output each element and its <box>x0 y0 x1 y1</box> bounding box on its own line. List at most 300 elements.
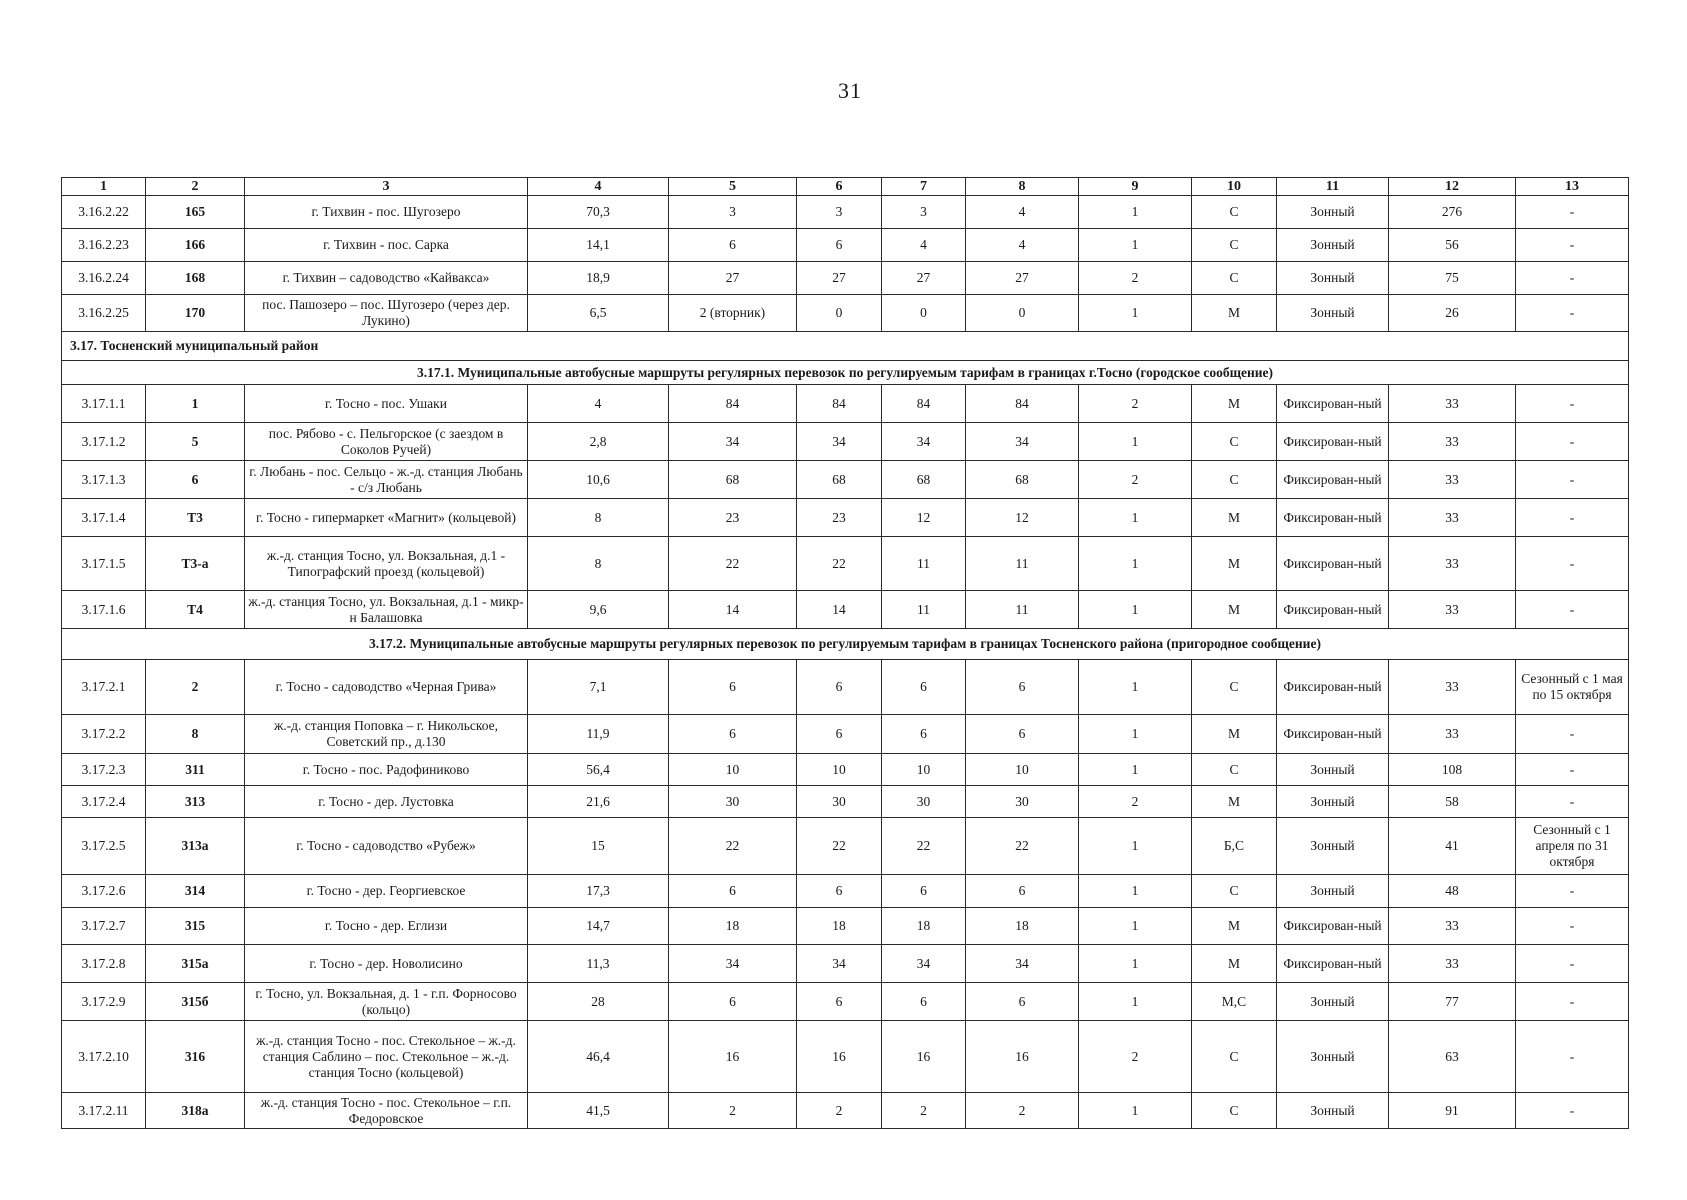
vehicles-count-cell: 1 <box>1079 945 1192 983</box>
trips-col6-cell: 68 <box>797 461 882 499</box>
trips-col8-cell: 16 <box>966 1021 1079 1093</box>
season-note-cell: - <box>1516 875 1629 908</box>
bus-class-cell: С <box>1192 423 1277 461</box>
trips-col7-cell: 0 <box>882 295 966 332</box>
season-note-cell: Сезонный с 1 мая по 15 октября <box>1516 660 1629 715</box>
route-name-cell: пос. Пашозеро – пос. Шугозеро (через дер. Лукино) <box>245 295 528 332</box>
bus-class-cell: С <box>1192 196 1277 229</box>
route-name-cell: г. Тосно - садоводство «Рубеж» <box>245 818 528 875</box>
bus-class-cell: Б,С <box>1192 818 1277 875</box>
subsection-row <box>62 629 1629 660</box>
column-header: 8 <box>966 178 1079 196</box>
fare-cell: 33 <box>1389 591 1516 629</box>
tariff-type-cell: Зонный <box>1277 295 1389 332</box>
trips-col6-cell: 3 <box>797 196 882 229</box>
tariff-type-cell: Фиксирован-ный <box>1277 591 1389 629</box>
vehicles-count-cell: 1 <box>1079 229 1192 262</box>
trips-col8-cell: 22 <box>966 818 1079 875</box>
trips-col6-cell: 6 <box>797 983 882 1021</box>
bus-class-cell: С <box>1192 262 1277 295</box>
season-note-cell: - <box>1516 945 1629 983</box>
table-row <box>62 229 1629 262</box>
section-title: 3.17. Тосненский муниципальный район <box>62 332 1629 361</box>
fare-cell: 33 <box>1389 461 1516 499</box>
fare-cell: 41 <box>1389 818 1516 875</box>
table-header <box>62 178 1629 196</box>
route-length-cell: 21,6 <box>528 786 669 818</box>
fare-cell: 26 <box>1389 295 1516 332</box>
bus-class-cell: М,С <box>1192 983 1277 1021</box>
route-number-cell: Т4 <box>146 591 245 629</box>
trips-count-cell: 6 <box>669 660 797 715</box>
route-code-cell: 3.17.2.3 <box>62 754 146 786</box>
season-note-cell: - <box>1516 229 1629 262</box>
season-note-cell: - <box>1516 461 1629 499</box>
tariff-type-cell: Зонный <box>1277 1093 1389 1129</box>
trips-count-cell: 27 <box>669 262 797 295</box>
trips-count-cell: 34 <box>669 423 797 461</box>
bus-class-cell: М <box>1192 295 1277 332</box>
route-number-cell: 5 <box>146 423 245 461</box>
bus-class-cell: С <box>1192 1021 1277 1093</box>
season-note-cell: - <box>1516 1093 1629 1129</box>
trips-col6-cell: 6 <box>797 229 882 262</box>
trips-col7-cell: 2 <box>882 1093 966 1129</box>
trips-count-cell: 3 <box>669 196 797 229</box>
tariff-type-cell: Зонный <box>1277 875 1389 908</box>
trips-col8-cell: 0 <box>966 295 1079 332</box>
trips-col8-cell: 11 <box>966 591 1079 629</box>
route-name-cell: г. Тосно - дер. Еглизи <box>245 908 528 945</box>
trips-col6-cell: 6 <box>797 715 882 754</box>
route-number-cell: 311 <box>146 754 245 786</box>
route-name-cell: г. Тосно, ул. Вокзальная, д. 1 - г.п. Форносово (кольцо) <box>245 983 528 1021</box>
tariff-type-cell: Фиксирован-ный <box>1277 945 1389 983</box>
column-header: 3 <box>245 178 528 196</box>
route-name-cell: ж.-д. станция Поповка – г. Никольское, Советский пр., д.130 <box>245 715 528 754</box>
table-row <box>62 423 1629 461</box>
route-length-cell: 46,4 <box>528 1021 669 1093</box>
vehicles-count-cell: 2 <box>1079 385 1192 423</box>
vehicles-count-cell: 1 <box>1079 715 1192 754</box>
trips-col7-cell: 27 <box>882 262 966 295</box>
trips-count-cell: 23 <box>669 499 797 537</box>
trips-col8-cell: 4 <box>966 196 1079 229</box>
bus-class-cell: С <box>1192 660 1277 715</box>
trips-count-cell: 10 <box>669 754 797 786</box>
tariff-type-cell: Фиксирован-ный <box>1277 423 1389 461</box>
season-note-cell: Сезонный с 1 апреля по 31 октября <box>1516 818 1629 875</box>
trips-col8-cell: 84 <box>966 385 1079 423</box>
trips-count-cell: 22 <box>669 537 797 591</box>
route-code-cell: 3.16.2.25 <box>62 295 146 332</box>
fare-cell: 33 <box>1389 537 1516 591</box>
bus-class-cell: С <box>1192 754 1277 786</box>
subsection-row <box>62 361 1629 385</box>
route-code-cell: 3.17.2.9 <box>62 983 146 1021</box>
column-header: 1 <box>62 178 146 196</box>
route-number-cell: 1 <box>146 385 245 423</box>
vehicles-count-cell: 1 <box>1079 1093 1192 1129</box>
trips-col6-cell: 0 <box>797 295 882 332</box>
route-code-cell: 3.16.2.24 <box>62 262 146 295</box>
trips-col7-cell: 10 <box>882 754 966 786</box>
route-number-cell: 313 <box>146 786 245 818</box>
trips-col7-cell: 30 <box>882 786 966 818</box>
route-code-cell: 3.17.1.2 <box>62 423 146 461</box>
vehicles-count-cell: 1 <box>1079 875 1192 908</box>
trips-count-cell: 6 <box>669 983 797 1021</box>
fare-cell: 33 <box>1389 945 1516 983</box>
route-length-cell: 2,8 <box>528 423 669 461</box>
tariff-type-cell: Зонный <box>1277 229 1389 262</box>
season-note-cell: - <box>1516 262 1629 295</box>
trips-col8-cell: 10 <box>966 754 1079 786</box>
trips-count-cell: 84 <box>669 385 797 423</box>
subsection-title: 3.17.1. Муниципальные автобусные маршруты регулярных перевозок по регулируемым тарифам в границах г.Тосно (городское сообщение) <box>62 361 1629 385</box>
tariff-type-cell: Фиксирован-ный <box>1277 461 1389 499</box>
season-note-cell: - <box>1516 983 1629 1021</box>
route-name-cell: г. Тихвин - пос. Шугозеро <box>245 196 528 229</box>
fare-cell: 77 <box>1389 983 1516 1021</box>
page-number: 31 <box>838 78 862 103</box>
season-note-cell: - <box>1516 591 1629 629</box>
table-body <box>62 196 1629 1129</box>
vehicles-count-cell: 1 <box>1079 818 1192 875</box>
route-code-cell: 3.17.2.8 <box>62 945 146 983</box>
column-header: 6 <box>797 178 882 196</box>
table-row <box>62 385 1629 423</box>
table-row <box>62 499 1629 537</box>
trips-count-cell: 6 <box>669 229 797 262</box>
column-header: 10 <box>1192 178 1277 196</box>
subsection-title: 3.17.2. Муниципальные автобусные маршруты регулярных перевозок по регулируемым тарифам в границах Тосненского района (пригородное сообщение) <box>62 629 1629 660</box>
fare-cell: 91 <box>1389 1093 1516 1129</box>
route-length-cell: 18,9 <box>528 262 669 295</box>
route-length-cell: 4 <box>528 385 669 423</box>
vehicles-count-cell: 1 <box>1079 591 1192 629</box>
route-code-cell: 3.17.2.4 <box>62 786 146 818</box>
route-number-cell: 166 <box>146 229 245 262</box>
route-length-cell: 56,4 <box>528 754 669 786</box>
table-row <box>62 295 1629 332</box>
trips-count-cell: 34 <box>669 945 797 983</box>
vehicles-count-cell: 1 <box>1079 660 1192 715</box>
table-row <box>62 591 1629 629</box>
trips-col8-cell: 12 <box>966 499 1079 537</box>
fare-cell: 108 <box>1389 754 1516 786</box>
column-header: 9 <box>1079 178 1192 196</box>
trips-col7-cell: 12 <box>882 499 966 537</box>
route-number-cell: 315 <box>146 908 245 945</box>
trips-col8-cell: 34 <box>966 423 1079 461</box>
fare-cell: 48 <box>1389 875 1516 908</box>
bus-class-cell: М <box>1192 908 1277 945</box>
vehicles-count-cell: 1 <box>1079 423 1192 461</box>
trips-col6-cell: 22 <box>797 537 882 591</box>
route-number-cell: Т3-а <box>146 537 245 591</box>
season-note-cell: - <box>1516 786 1629 818</box>
fare-cell: 33 <box>1389 908 1516 945</box>
fare-cell: 33 <box>1389 715 1516 754</box>
route-number-cell: 316 <box>146 1021 245 1093</box>
trips-count-cell: 30 <box>669 786 797 818</box>
route-name-cell: г. Тосно - дер. Георгиевское <box>245 875 528 908</box>
trips-col7-cell: 11 <box>882 537 966 591</box>
trips-col8-cell: 68 <box>966 461 1079 499</box>
route-name-cell: г. Тосно - пос. Радофиниково <box>245 754 528 786</box>
tariff-type-cell: Фиксирован-ный <box>1277 385 1389 423</box>
vehicles-count-cell: 1 <box>1079 196 1192 229</box>
trips-col8-cell: 4 <box>966 229 1079 262</box>
fare-cell: 33 <box>1389 385 1516 423</box>
fare-cell: 56 <box>1389 229 1516 262</box>
tariff-type-cell: Зонный <box>1277 786 1389 818</box>
route-name-cell: г. Тихвин – садоводство «Кайвакса» <box>245 262 528 295</box>
route-length-cell: 8 <box>528 537 669 591</box>
tariff-type-cell: Зонный <box>1277 818 1389 875</box>
route-name-cell: г. Тихвин - пос. Сарка <box>245 229 528 262</box>
route-length-cell: 11,3 <box>528 945 669 983</box>
trips-count-cell: 6 <box>669 715 797 754</box>
season-note-cell: - <box>1516 754 1629 786</box>
route-code-cell: 3.17.1.1 <box>62 385 146 423</box>
route-name-cell: ж.-д. станция Тосно, ул. Вокзальная, д.1 - Типографский проезд (кольцевой) <box>245 537 528 591</box>
fare-cell: 33 <box>1389 499 1516 537</box>
route-name-cell: ж.-д. станция Тосно, ул. Вокзальная, д.1 - микр-н Балашовка <box>245 591 528 629</box>
trips-col7-cell: 4 <box>882 229 966 262</box>
vehicles-count-cell: 1 <box>1079 908 1192 945</box>
trips-col7-cell: 68 <box>882 461 966 499</box>
route-number-cell: 313а <box>146 818 245 875</box>
season-note-cell: - <box>1516 295 1629 332</box>
vehicles-count-cell: 1 <box>1079 983 1192 1021</box>
bus-class-cell: С <box>1192 1093 1277 1129</box>
route-number-cell: 2 <box>146 660 245 715</box>
fare-cell: 33 <box>1389 660 1516 715</box>
trips-col7-cell: 3 <box>882 196 966 229</box>
route-number-cell: 168 <box>146 262 245 295</box>
bus-class-cell: С <box>1192 875 1277 908</box>
trips-col7-cell: 34 <box>882 945 966 983</box>
table-row <box>62 983 1629 1021</box>
trips-col7-cell: 6 <box>882 715 966 754</box>
bus-class-cell: С <box>1192 461 1277 499</box>
route-number-cell: 315б <box>146 983 245 1021</box>
route-code-cell: 3.17.1.5 <box>62 537 146 591</box>
column-header: 13 <box>1516 178 1629 196</box>
trips-col6-cell: 14 <box>797 591 882 629</box>
route-code-cell: 3.17.2.1 <box>62 660 146 715</box>
trips-col7-cell: 6 <box>882 660 966 715</box>
bus-class-cell: М <box>1192 591 1277 629</box>
tariff-type-cell: Фиксирован-ный <box>1277 499 1389 537</box>
route-number-cell: Т3 <box>146 499 245 537</box>
trips-col7-cell: 6 <box>882 983 966 1021</box>
section-row <box>62 332 1629 361</box>
table-row <box>62 537 1629 591</box>
season-note-cell: - <box>1516 196 1629 229</box>
trips-count-cell: 68 <box>669 461 797 499</box>
trips-col7-cell: 34 <box>882 423 966 461</box>
trips-count-cell: 22 <box>669 818 797 875</box>
bus-class-cell: М <box>1192 385 1277 423</box>
column-header: 11 <box>1277 178 1389 196</box>
trips-col7-cell: 18 <box>882 908 966 945</box>
route-length-cell: 70,3 <box>528 196 669 229</box>
trips-col8-cell: 34 <box>966 945 1079 983</box>
bus-class-cell: М <box>1192 499 1277 537</box>
route-length-cell: 10,6 <box>528 461 669 499</box>
tariff-type-cell: Фиксирован-ный <box>1277 660 1389 715</box>
route-name-cell: г. Тосно - дер. Новолисино <box>245 945 528 983</box>
route-length-cell: 14,7 <box>528 908 669 945</box>
column-header: 5 <box>669 178 797 196</box>
trips-col8-cell: 2 <box>966 1093 1079 1129</box>
vehicles-count-cell: 1 <box>1079 295 1192 332</box>
trips-col8-cell: 6 <box>966 660 1079 715</box>
trips-col7-cell: 22 <box>882 818 966 875</box>
trips-col8-cell: 6 <box>966 875 1079 908</box>
trips-col6-cell: 22 <box>797 818 882 875</box>
table-row <box>62 1021 1629 1093</box>
route-length-cell: 17,3 <box>528 875 669 908</box>
season-note-cell: - <box>1516 423 1629 461</box>
trips-col6-cell: 6 <box>797 875 882 908</box>
trips-col8-cell: 11 <box>966 537 1079 591</box>
route-number-cell: 170 <box>146 295 245 332</box>
table-row <box>62 945 1629 983</box>
vehicles-count-cell: 1 <box>1079 499 1192 537</box>
trips-col6-cell: 10 <box>797 754 882 786</box>
trips-col6-cell: 23 <box>797 499 882 537</box>
trips-count-cell: 16 <box>669 1021 797 1093</box>
route-length-cell: 8 <box>528 499 669 537</box>
route-number-cell: 318а <box>146 1093 245 1129</box>
trips-count-cell: 6 <box>669 875 797 908</box>
table-row <box>62 461 1629 499</box>
column-header: 7 <box>882 178 966 196</box>
bus-class-cell: С <box>1192 229 1277 262</box>
route-length-cell: 11,9 <box>528 715 669 754</box>
season-note-cell: - <box>1516 537 1629 591</box>
trips-count-cell: 18 <box>669 908 797 945</box>
trips-count-cell: 14 <box>669 591 797 629</box>
route-code-cell: 3.16.2.23 <box>62 229 146 262</box>
table-row <box>62 715 1629 754</box>
vehicles-count-cell: 2 <box>1079 1021 1192 1093</box>
route-length-cell: 14,1 <box>528 229 669 262</box>
fare-cell: 75 <box>1389 262 1516 295</box>
fare-cell: 58 <box>1389 786 1516 818</box>
route-length-cell: 6,5 <box>528 295 669 332</box>
tariff-type-cell: Зонный <box>1277 262 1389 295</box>
trips-col7-cell: 11 <box>882 591 966 629</box>
trips-count-cell: 2 (вторник) <box>669 295 797 332</box>
trips-col6-cell: 18 <box>797 908 882 945</box>
table-row <box>62 908 1629 945</box>
route-length-cell: 15 <box>528 818 669 875</box>
season-note-cell: - <box>1516 1021 1629 1093</box>
table-row <box>62 262 1629 295</box>
tariff-type-cell: Фиксирован-ный <box>1277 537 1389 591</box>
route-code-cell: 3.17.2.11 <box>62 1093 146 1129</box>
tariff-type-cell: Зонный <box>1277 754 1389 786</box>
route-code-cell: 3.17.2.10 <box>62 1021 146 1093</box>
tariff-type-cell: Фиксирован-ный <box>1277 908 1389 945</box>
route-name-cell: г. Тосно - гипермаркет «Магнит» (кольцевой) <box>245 499 528 537</box>
bus-class-cell: М <box>1192 945 1277 983</box>
routes-table <box>61 177 1629 1129</box>
vehicles-count-cell: 1 <box>1079 537 1192 591</box>
route-length-cell: 28 <box>528 983 669 1021</box>
vehicles-count-cell: 2 <box>1079 786 1192 818</box>
table-row <box>62 660 1629 715</box>
table-row <box>62 1093 1629 1129</box>
table-row <box>62 818 1629 875</box>
bus-class-cell: М <box>1192 537 1277 591</box>
season-note-cell: - <box>1516 908 1629 945</box>
trips-col6-cell: 2 <box>797 1093 882 1129</box>
fare-cell: 33 <box>1389 423 1516 461</box>
route-number-cell: 6 <box>146 461 245 499</box>
column-header: 12 <box>1389 178 1516 196</box>
season-note-cell: - <box>1516 715 1629 754</box>
fare-cell: 63 <box>1389 1021 1516 1093</box>
trips-col8-cell: 30 <box>966 786 1079 818</box>
route-length-cell: 9,6 <box>528 591 669 629</box>
route-code-cell: 3.17.1.6 <box>62 591 146 629</box>
trips-col6-cell: 16 <box>797 1021 882 1093</box>
route-name-cell: ж.-д. станция Тосно - пос. Стекольное – ж.-д. станция Саблино – пос. Стекольное – ж.-д. станция Тосно (кольцевой) <box>245 1021 528 1093</box>
trips-col6-cell: 84 <box>797 385 882 423</box>
route-code-cell: 3.17.2.7 <box>62 908 146 945</box>
tariff-type-cell: Зонный <box>1277 983 1389 1021</box>
bus-class-cell: М <box>1192 786 1277 818</box>
season-note-cell: - <box>1516 499 1629 537</box>
route-length-cell: 41,5 <box>528 1093 669 1129</box>
route-code-cell: 3.17.2.6 <box>62 875 146 908</box>
trips-col6-cell: 34 <box>797 423 882 461</box>
route-number-cell: 314 <box>146 875 245 908</box>
route-code-cell: 3.17.1.3 <box>62 461 146 499</box>
route-name-cell: г. Тосно - пос. Ушаки <box>245 385 528 423</box>
table-row <box>62 786 1629 818</box>
route-name-cell: г. Любань - пос. Сельцо - ж.-д. станция Любань - с/з Любань <box>245 461 528 499</box>
trips-col6-cell: 30 <box>797 786 882 818</box>
route-code-cell: 3.17.2.5 <box>62 818 146 875</box>
trips-col8-cell: 18 <box>966 908 1079 945</box>
route-length-cell: 7,1 <box>528 660 669 715</box>
route-number-cell: 315а <box>146 945 245 983</box>
bus-class-cell: М <box>1192 715 1277 754</box>
route-code-cell: 3.17.2.2 <box>62 715 146 754</box>
vehicles-count-cell: 2 <box>1079 461 1192 499</box>
tariff-type-cell: Фиксирован-ный <box>1277 715 1389 754</box>
trips-col8-cell: 6 <box>966 983 1079 1021</box>
route-code-cell: 3.16.2.22 <box>62 196 146 229</box>
column-header: 4 <box>528 178 669 196</box>
route-number-cell: 165 <box>146 196 245 229</box>
tariff-type-cell: Зонный <box>1277 1021 1389 1093</box>
route-name-cell: г. Тосно - дер. Лустовка <box>245 786 528 818</box>
tariff-type-cell: Зонный <box>1277 196 1389 229</box>
trips-col6-cell: 27 <box>797 262 882 295</box>
trips-col8-cell: 6 <box>966 715 1079 754</box>
header-row <box>62 178 1629 196</box>
trips-col7-cell: 84 <box>882 385 966 423</box>
route-number-cell: 8 <box>146 715 245 754</box>
